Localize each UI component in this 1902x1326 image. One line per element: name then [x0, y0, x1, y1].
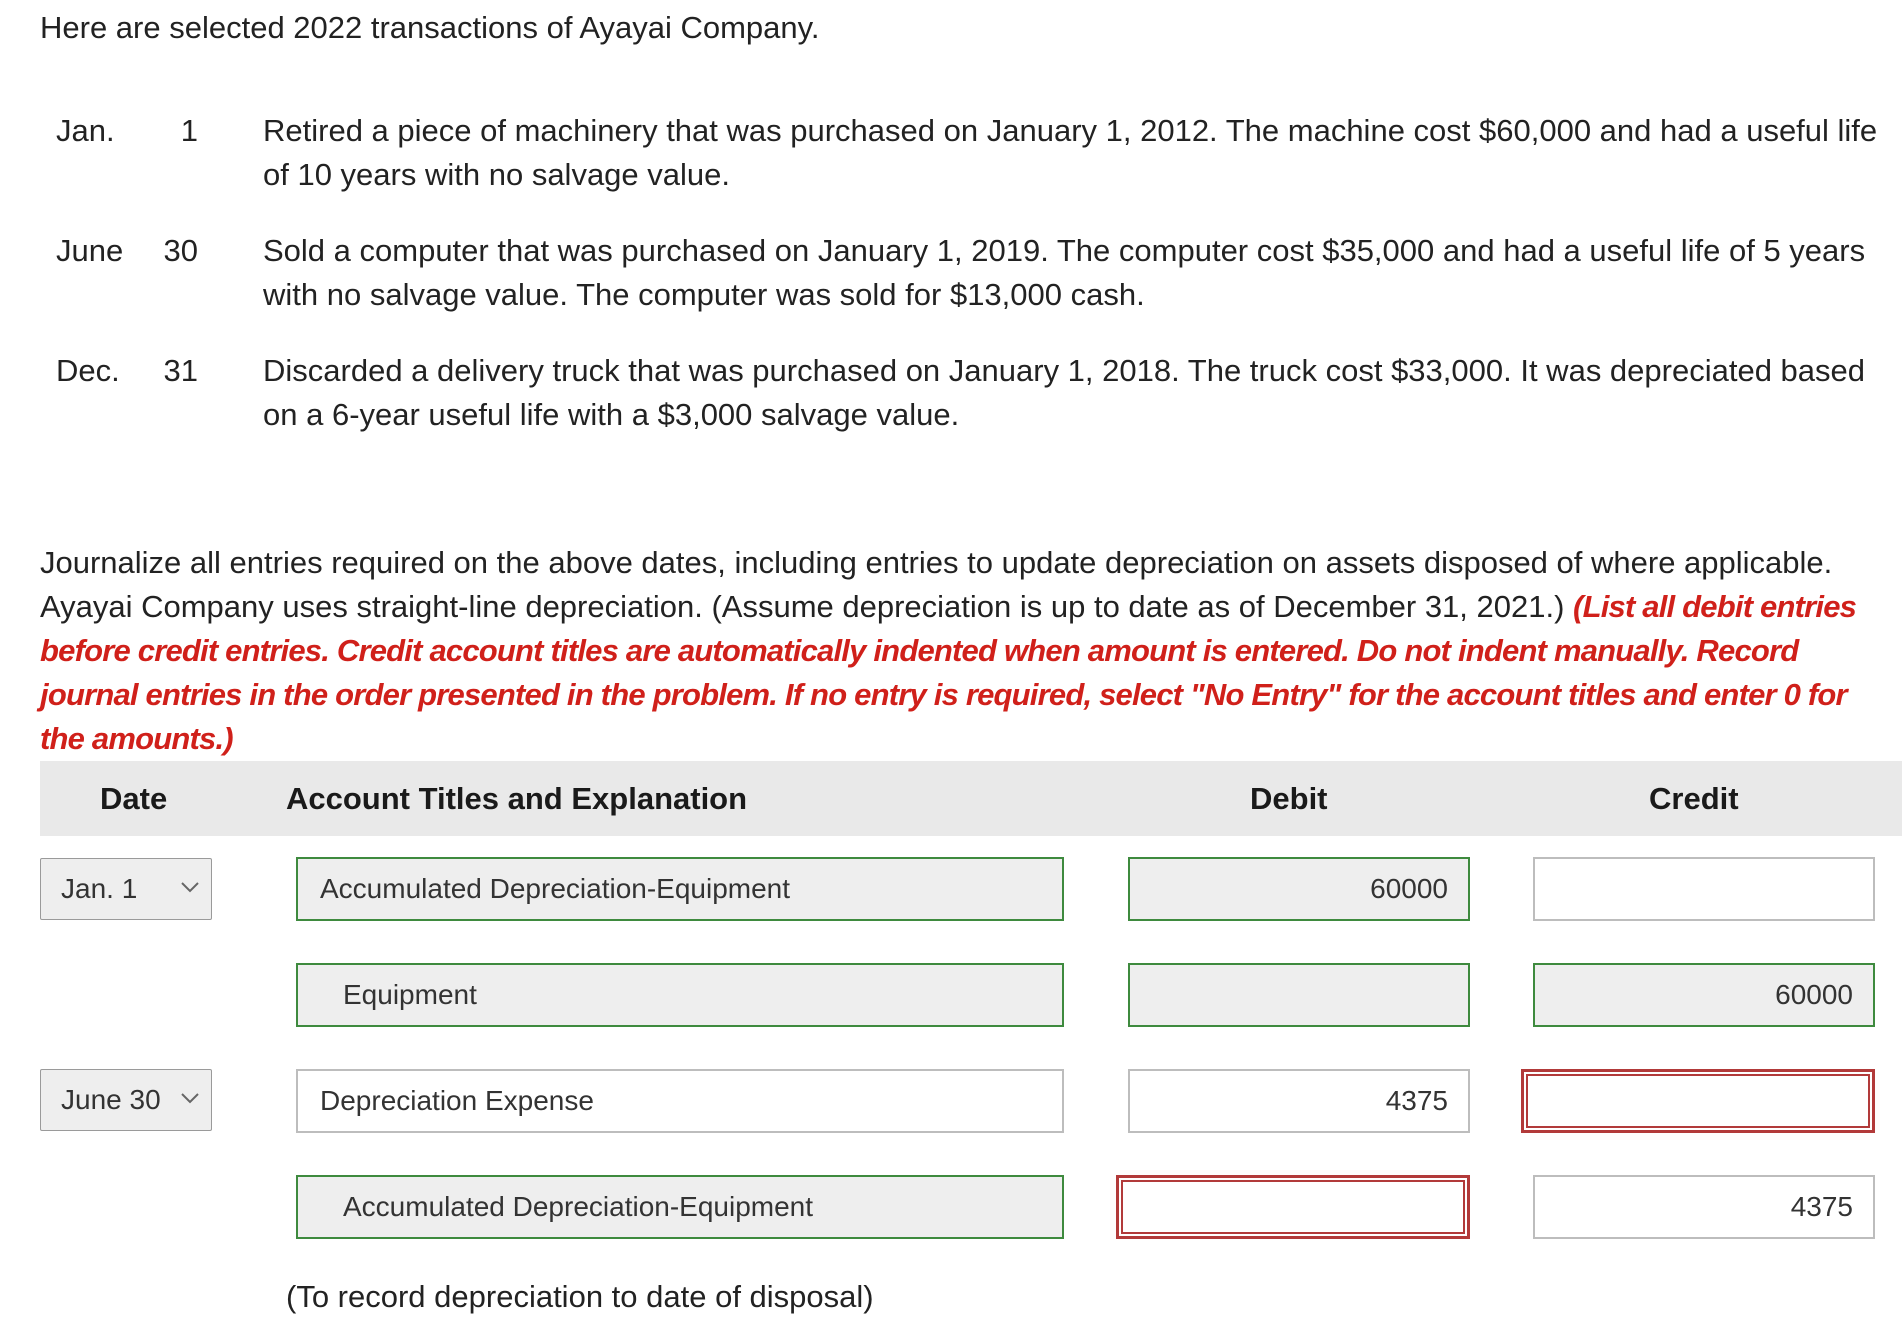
transaction-day: 31 [163, 353, 198, 388]
account-title-field[interactable]: Equipment [296, 963, 1064, 1027]
account-title-field[interactable]: Depreciation Expense [296, 1069, 1064, 1133]
account-title-field[interactable]: Accumulated Depreciation-Equipment [296, 1175, 1064, 1239]
intro-text: Here are selected 2022 transactions of Ayayai Company. [40, 10, 820, 45]
header-date: Date [100, 781, 168, 816]
transaction-description: Discarded a delivery truck that was purchased on January 1, 2018. The truck cost $33,000. It was depreciated based on a 6-year useful life with a $3,000 salvage value. [263, 353, 1866, 432]
instructions [40, 541, 1890, 761]
instructions-main: Journalize all entries required on the above dates, including entries to update depreciation on assets disposed of where applicable. Ayayai Company uses straight-line depreciation. (Assume depreciation is up to date as of December 31, 2021.) [40, 545, 1833, 624]
header-account: Account Titles and Explanation [286, 781, 748, 816]
debit-field[interactable] [1128, 963, 1470, 1027]
credit-field[interactable] [1533, 857, 1875, 921]
credit-field[interactable]: 4375 [1533, 1175, 1875, 1239]
debit-field[interactable]: 60000 [1128, 857, 1470, 921]
header-credit: Credit [1649, 781, 1739, 816]
transaction-description: Retired a piece of machinery that was purchased on January 1, 2012. The machine cost $60,000 and had a useful life of 10 years with no salvage value. [263, 113, 1878, 192]
date-select[interactable] [40, 858, 212, 920]
date-value: Jan. 1 [61, 873, 138, 904]
date-select[interactable] [40, 1069, 212, 1131]
transaction-month: June [56, 233, 124, 268]
date-value: June 30 [61, 1084, 161, 1115]
transaction-description: Sold a computer that was purchased on January 1, 2019. The computer cost $35,000 and had a useful life of 5 years with no salvage value. The computer was sold for $13,000 cash. [263, 233, 1866, 312]
account-title-field[interactable]: Accumulated Depreciation-Equipment [296, 857, 1064, 921]
debit-field-error[interactable] [1116, 1175, 1470, 1239]
transaction-day: 30 [163, 233, 198, 268]
transaction-month: Jan. [56, 113, 115, 148]
credit-field-error[interactable] [1521, 1069, 1875, 1133]
header-debit: Debit [1250, 781, 1328, 816]
transaction-month: Dec. [56, 353, 120, 388]
entry-explanation: (To record depreciation to date of disposal) [286, 1279, 874, 1314]
instructions-red: (List all debit entries before credit entries. Credit account titles are automatically indented when amount is entered. Do not indent manually. Record journal entries in the order presented in the problem. If no entry is required, select "No Entry" for the account titles and enter 0 for the amounts.) [40, 589, 1857, 756]
transaction-day: 1 [180, 113, 198, 148]
credit-field[interactable]: 60000 [1533, 963, 1875, 1027]
debit-field[interactable]: 4375 [1128, 1069, 1470, 1133]
chevron-down-icon [179, 873, 201, 901]
chevron-down-icon [179, 1084, 201, 1112]
